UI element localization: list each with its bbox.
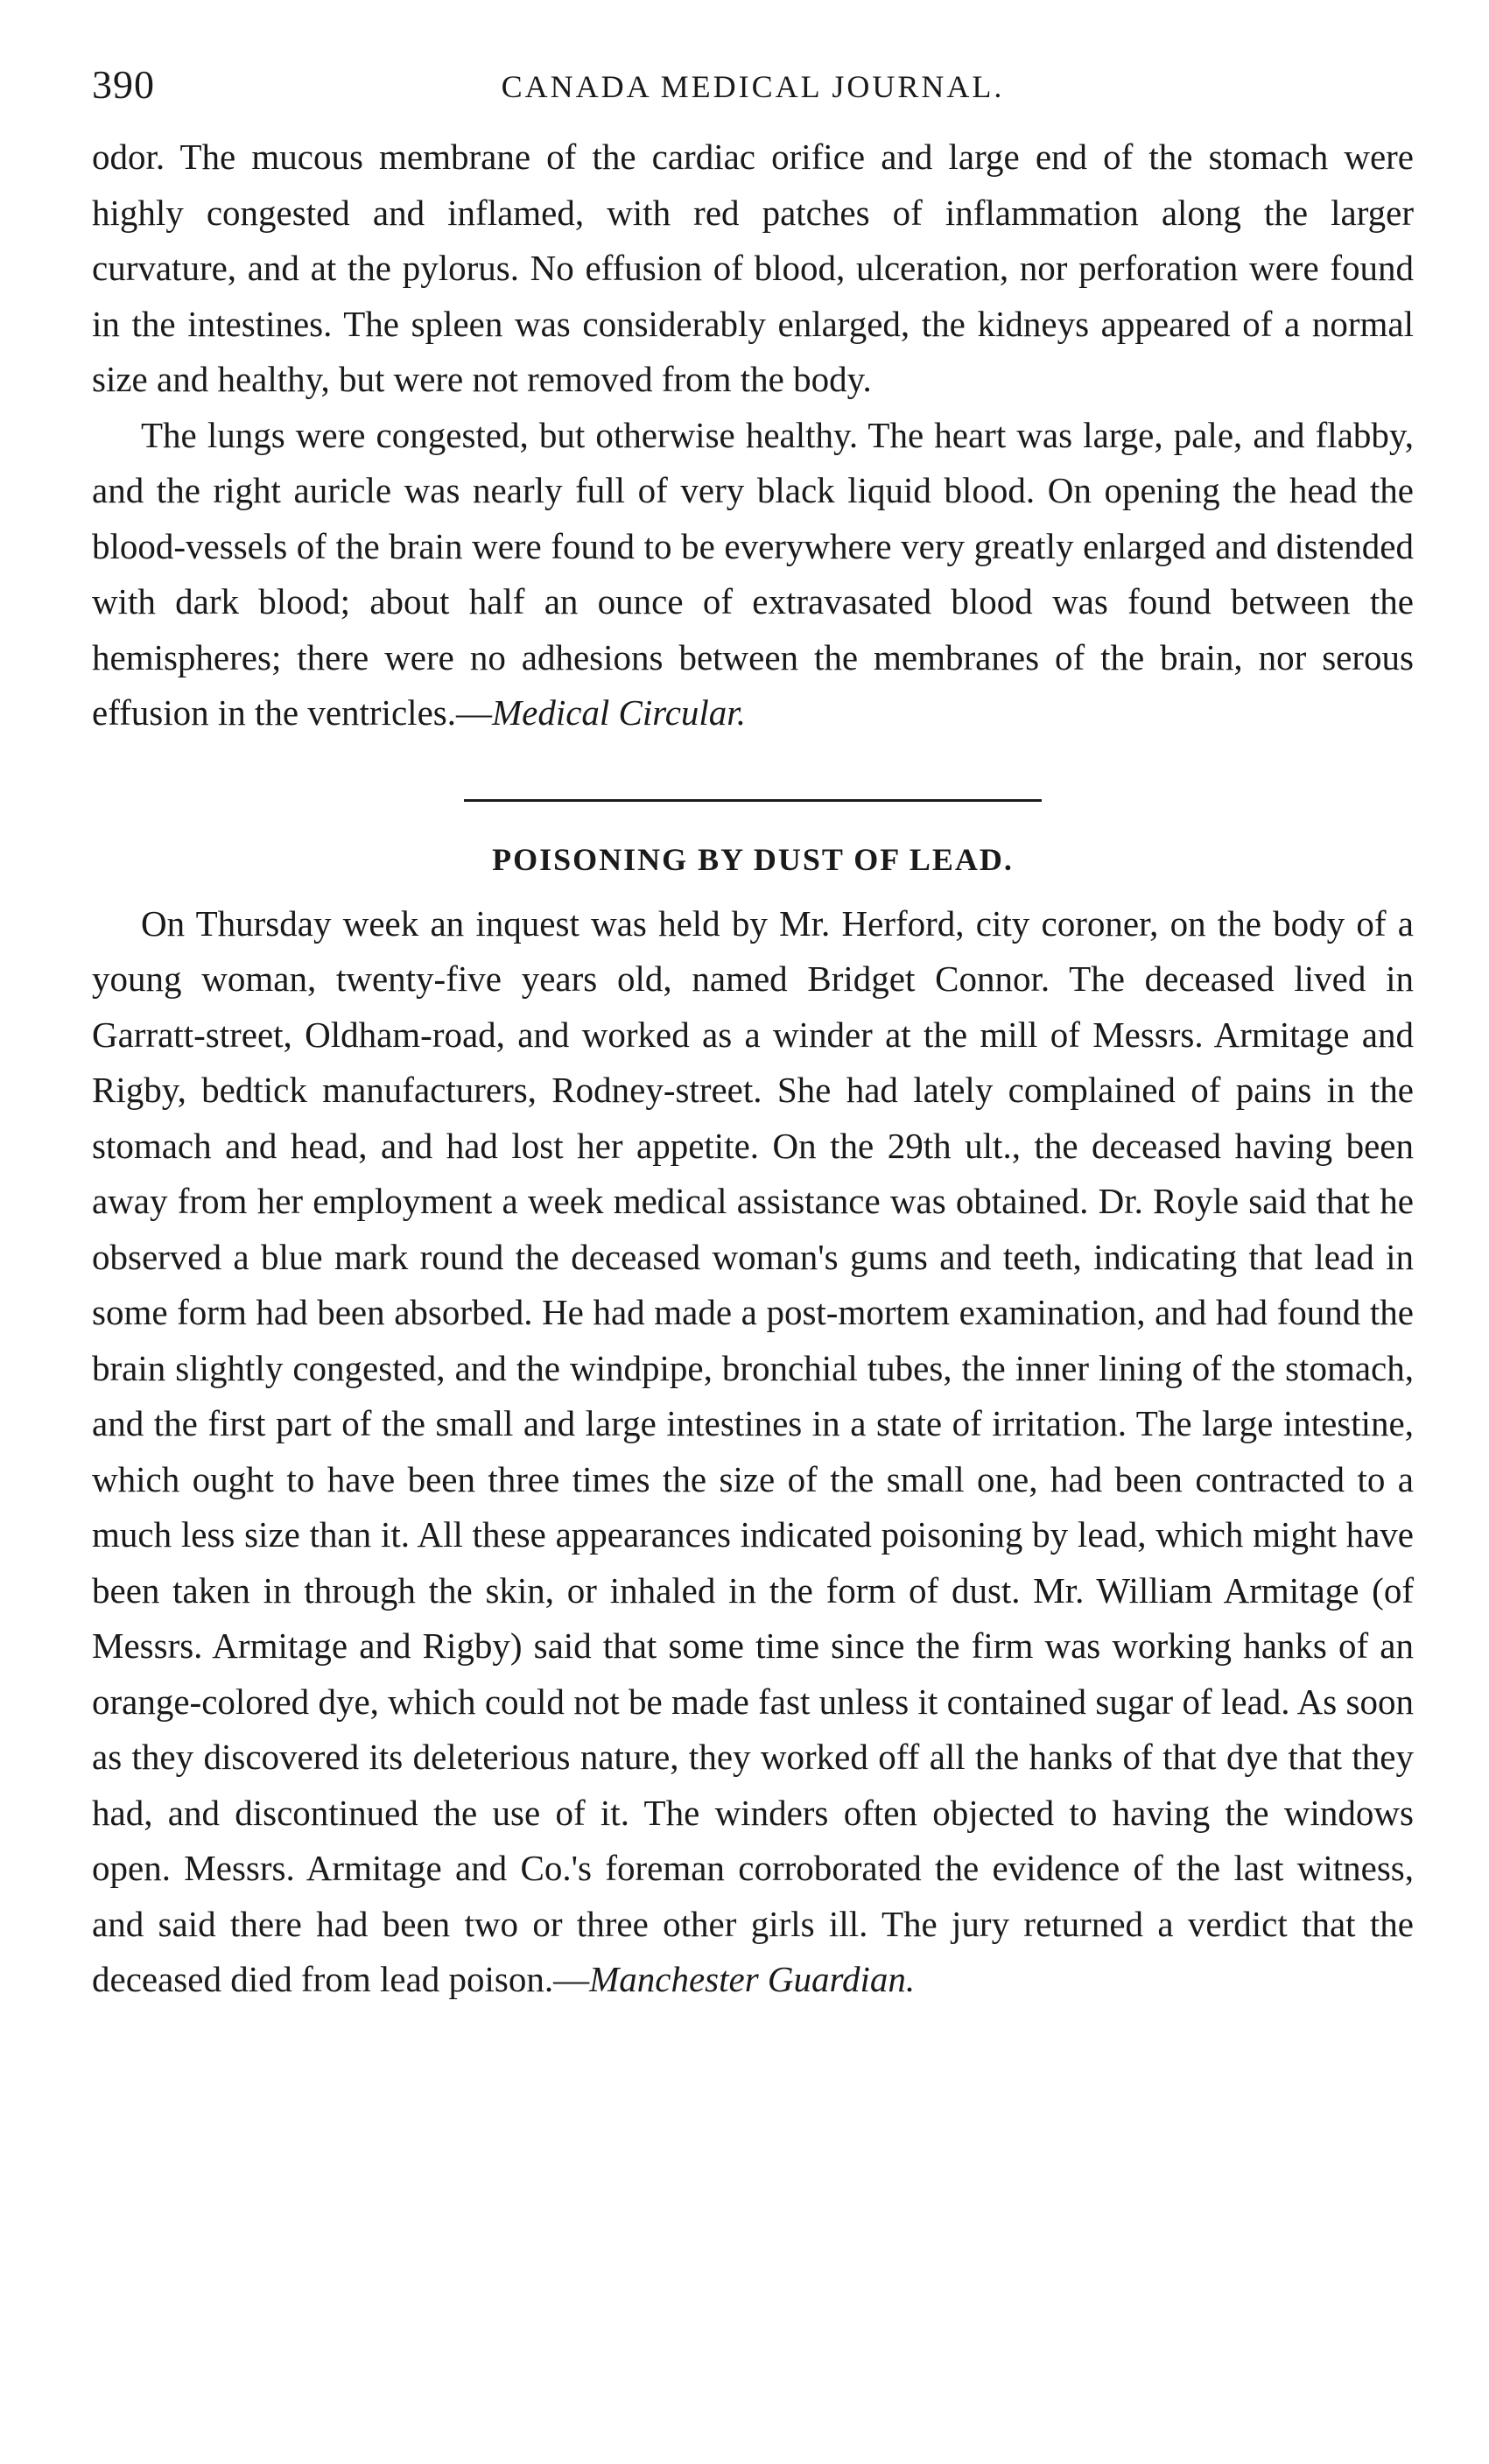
source-citation: Medical Circular. xyxy=(491,692,746,733)
journal-page xyxy=(92,61,1414,2008)
section-divider xyxy=(464,799,1042,802)
paragraph xyxy=(92,896,1414,2008)
running-head xyxy=(92,61,1414,123)
paragraph-text: The lungs were congested, but otherwise healthy. The heart was large, pale, and flabby, and the right auricle was nearly full of very black liquid blood. On opening the head the blood-vessels of the brain were found to be everywhere very greatly enlarged and distended with dark blood; about half an ounce of extravasated blood was found between the hemispheres; there were no adhesions between the membranes of the brain, nor serous effusion in the ventricles.— xyxy=(92,414,1414,733)
paragraph-text: odor. The mucous membrane of the cardiac orifice and large end of the stomach were highly congested and inflamed, with red patches of inflammation along the larger curvature, and at the pylorus. No effusion of blood, ulceration, nor perforation were found in the intestines. The spleen was considerably enlarged, the kidneys appeared of a normal size and healthy, but were not removed from the body. xyxy=(92,137,1414,399)
article-lead-poisoning xyxy=(92,835,1414,2008)
article-continuation xyxy=(92,130,1414,741)
paragraph xyxy=(92,130,1414,408)
page-number: 390 xyxy=(92,62,155,107)
journal-title: CANADA MEDICAL JOURNAL. xyxy=(501,69,1005,104)
article-title: POISONING BY DUST OF LEAD. xyxy=(492,841,1014,877)
source-citation: Manchester Guardian. xyxy=(589,1959,916,1999)
paragraph xyxy=(92,408,1414,741)
paragraph-text: On Thursday week an inquest was held by Mr. Herford, city coroner, on the body of a young woman, twenty-five years old, named Bridget Connor. The deceased lived in Garratt-street, Oldham-road, and worked as a winder at the mill of Messrs. Armitage and Rigby, bedtick manufacturers, Rodney-street. She had lately complained of pains in the stomach and head, and had lost her appetite. On the 29th ult., the deceased having been away from her employment a week medical assistance was obtained. Dr. Royle said that he observed a blue mark round the deceased woman's gums and teeth, indicating that lead in some form had been absorbed. He had made a post-mortem examination, and had found the brain slightly congested, and the windpipe, bronchial tubes, the inner lining of the stomach, and the first part of the small and large intestines in a state of irritation. The large intestine, which ought to have been three times the size of the small one, had been contracted to a much less size than it. All these appearances indicated poisoning by lead, which might have been taken in through the skin, or inhaled in the form of dust. Mr. William Armitage (of Messrs. Armitage and Rigby) said that some time since the firm was working hanks of an orange-colored dye, which could not be made fast unless it contained sugar of lead. As soon as they discovered its deleterious nature, they worked off all the hanks of that dye that they had, and discontinued the use of it. The winders often objected to having the windows open. Messrs. Armitage and Co.'s foreman corroborated the evidence of the last witness, and said there had been two or three other girls ill. The jury returned a verdict that the deceased died from lead poison.— xyxy=(92,902,1414,1999)
